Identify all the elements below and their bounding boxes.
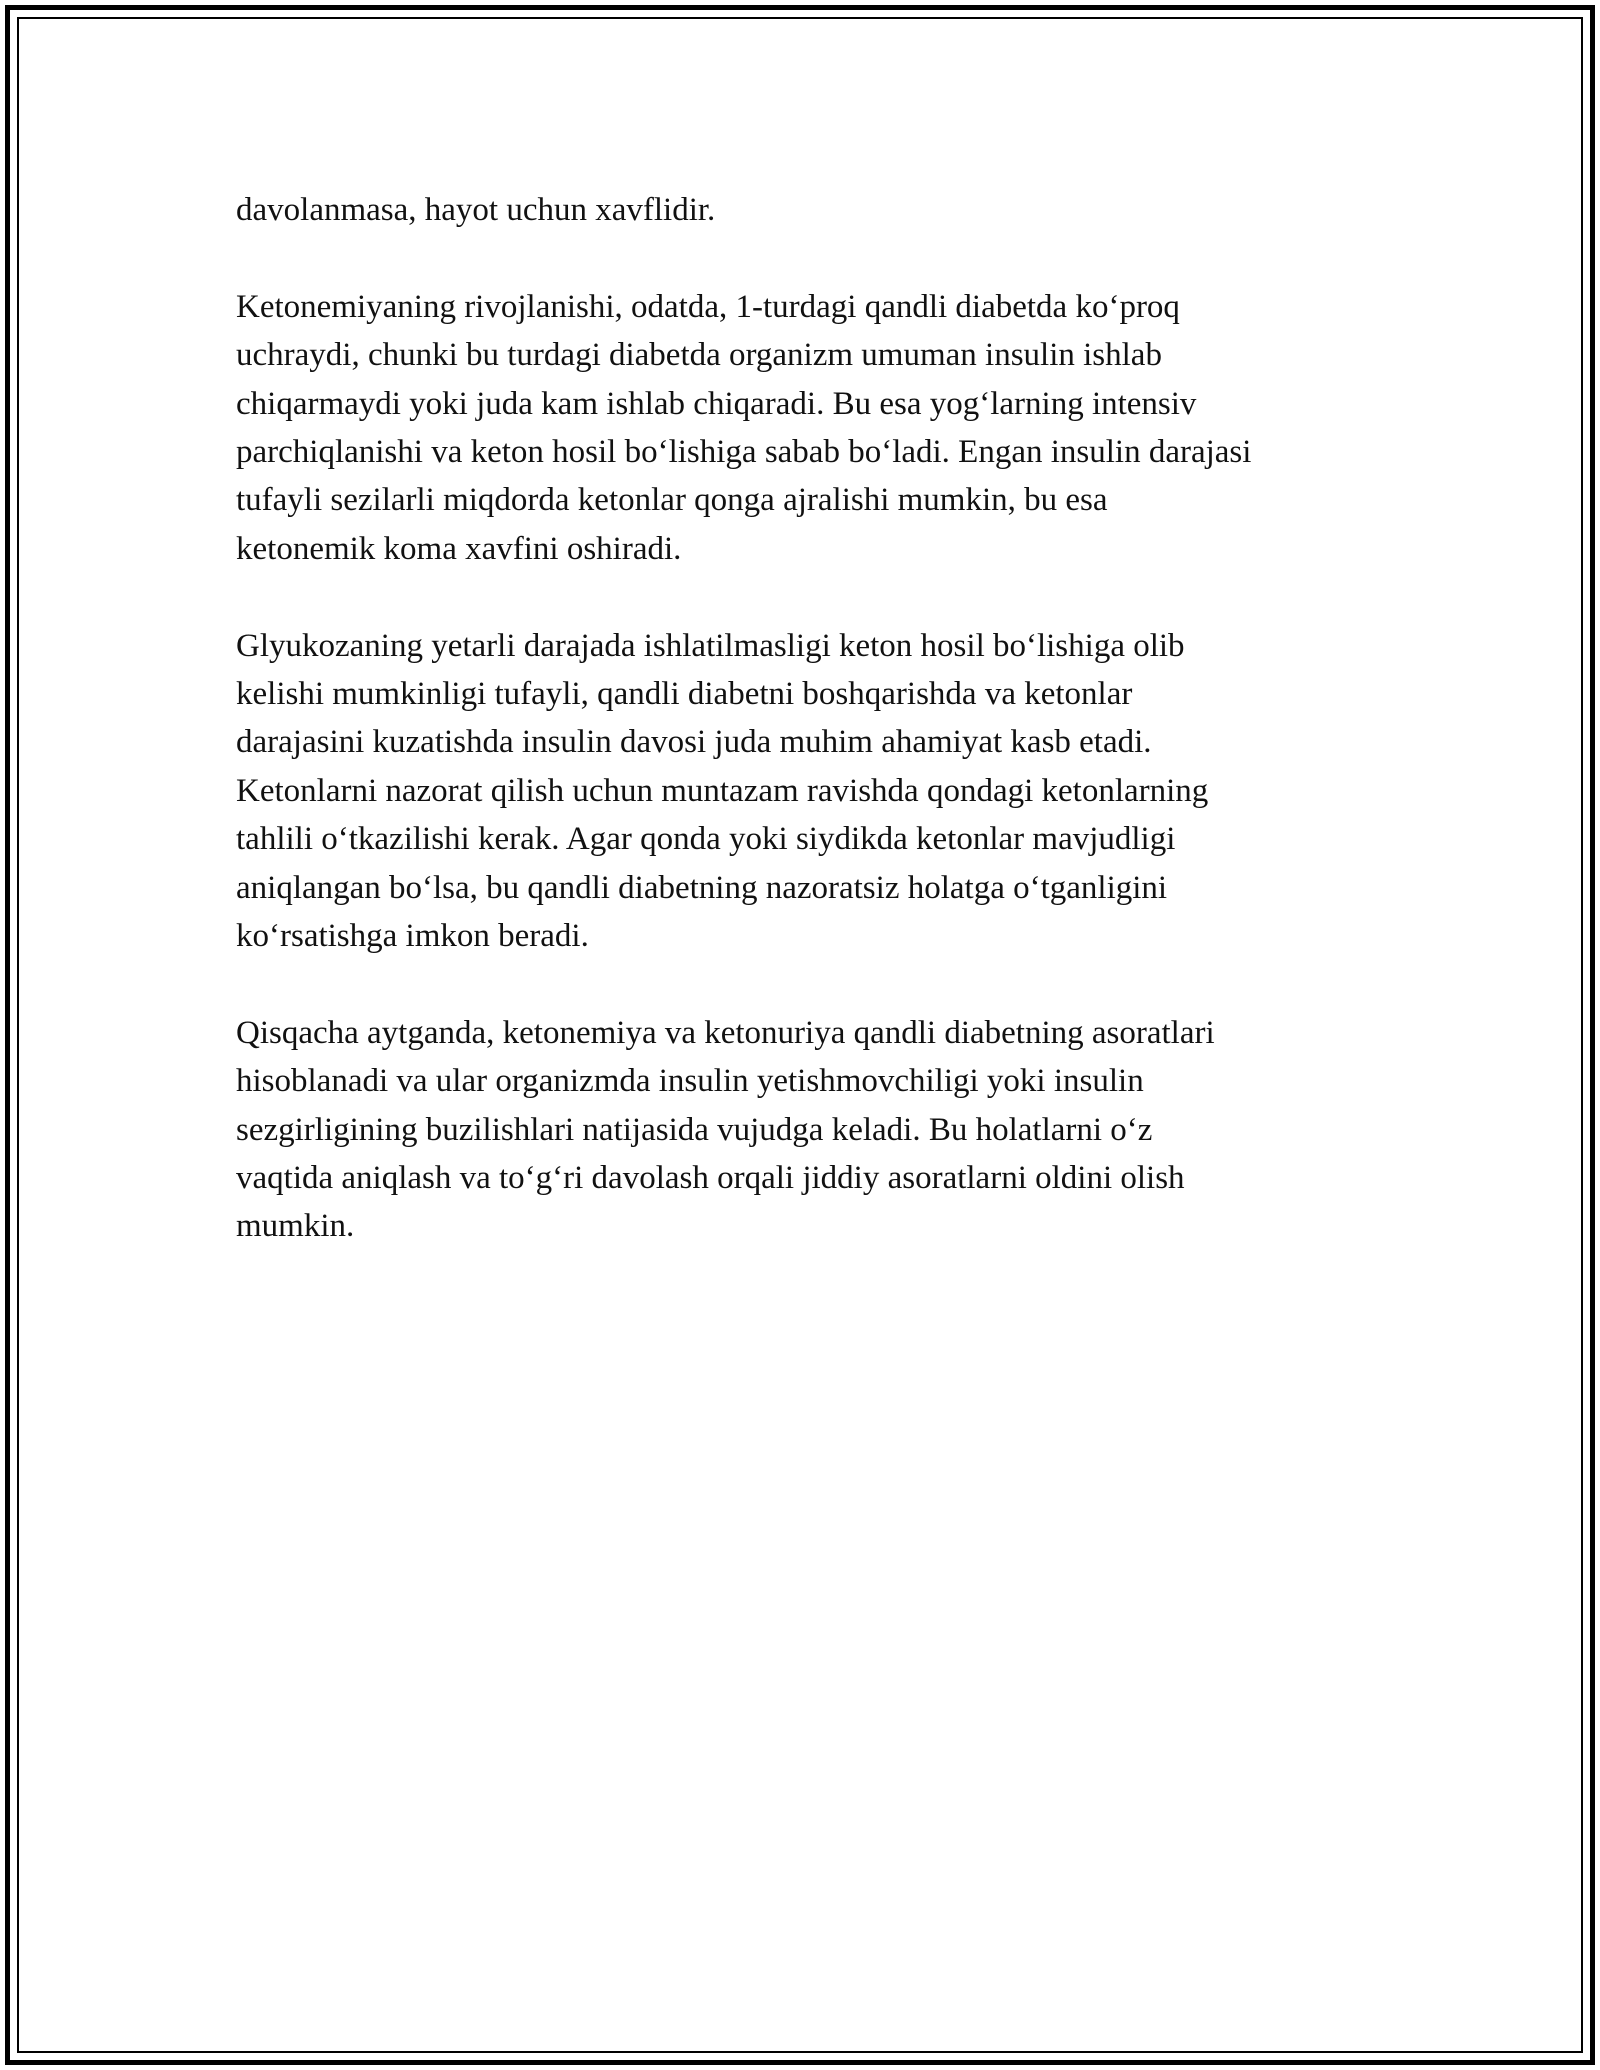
text-line: mumkin. (236, 1208, 355, 1245)
text-line: ketonemik koma xavfini oshiradi. (236, 530, 682, 567)
text-line: tufayli sezilarli miqdorda ketonlar qonga ajralishi mumkin, bu esa (236, 482, 1108, 519)
text-line: sezgirligining buzilishlari natijasida vujudga keladi. Bu holatlarni o‘z (236, 1111, 1153, 1148)
text-line: ko‘rsatishga imkon beradi. (236, 918, 589, 955)
text-line: aniqlangan bo‘lsa, bu qandli diabetning nazoratsiz holatga o‘tganligini (236, 869, 1168, 906)
text-line: chiqarmaydi yoki juda kam ishlab chiqaradi. Bu esa yog‘larning intensiv (236, 385, 1197, 422)
text-line: kelishi mumkinligi tufayli, qandli diabetni boshqarishda va ketonlar (236, 676, 1133, 713)
text-line: davolanmasa, hayot uchun xavflidir. (236, 192, 716, 228)
text-line: uchraydi, chunki bu turdagi diabetda organizm umuman insulin ishlab (236, 337, 1162, 374)
text-line: Glyukozaning yetarli darajada ishlatilmasligi keton hosil bo‘lishiga olib (236, 627, 1185, 664)
text-line: darajasini kuzatishda insulin davosi juda muhim ahamiyat kasb etadi. (236, 724, 1152, 761)
paragraph-3 (236, 622, 1396, 961)
text-line: Ketonemiyaning rivojlanishi, odatda, 1-turdagi qandli diabetda ko‘proq (236, 288, 1180, 325)
document-body (236, 186, 1396, 1299)
paragraph-4 (236, 1009, 1396, 1251)
text-line: hisoblanadi va ular organizmda insulin yetishmovchiligi yoki insulin (236, 1063, 1144, 1100)
text-line: vaqtida aniqlash va to‘g‘ri davolash orqali jiddiy asoratlarni oldini olish (236, 1160, 1185, 1197)
paragraph-2 (236, 283, 1396, 573)
text-line: parchiqlanishi va keton hosil bo‘lishiga sabab bo‘ladi. Engan insulin darajasi (236, 434, 1252, 471)
text-line: Ketonlarni nazorat qilish uchun muntazam ravishda qondagi ketonlarning (236, 772, 1209, 809)
text-line: tahlili o‘tkazilishi kerak. Agar qonda yoki siydikda ketonlar mavjudligi (236, 821, 1176, 858)
paragraph-1 (236, 186, 1396, 234)
text-line: Qisqacha aytganda, ketonemiya va ketonuriya qandli diabetning asoratlari (236, 1014, 1215, 1051)
